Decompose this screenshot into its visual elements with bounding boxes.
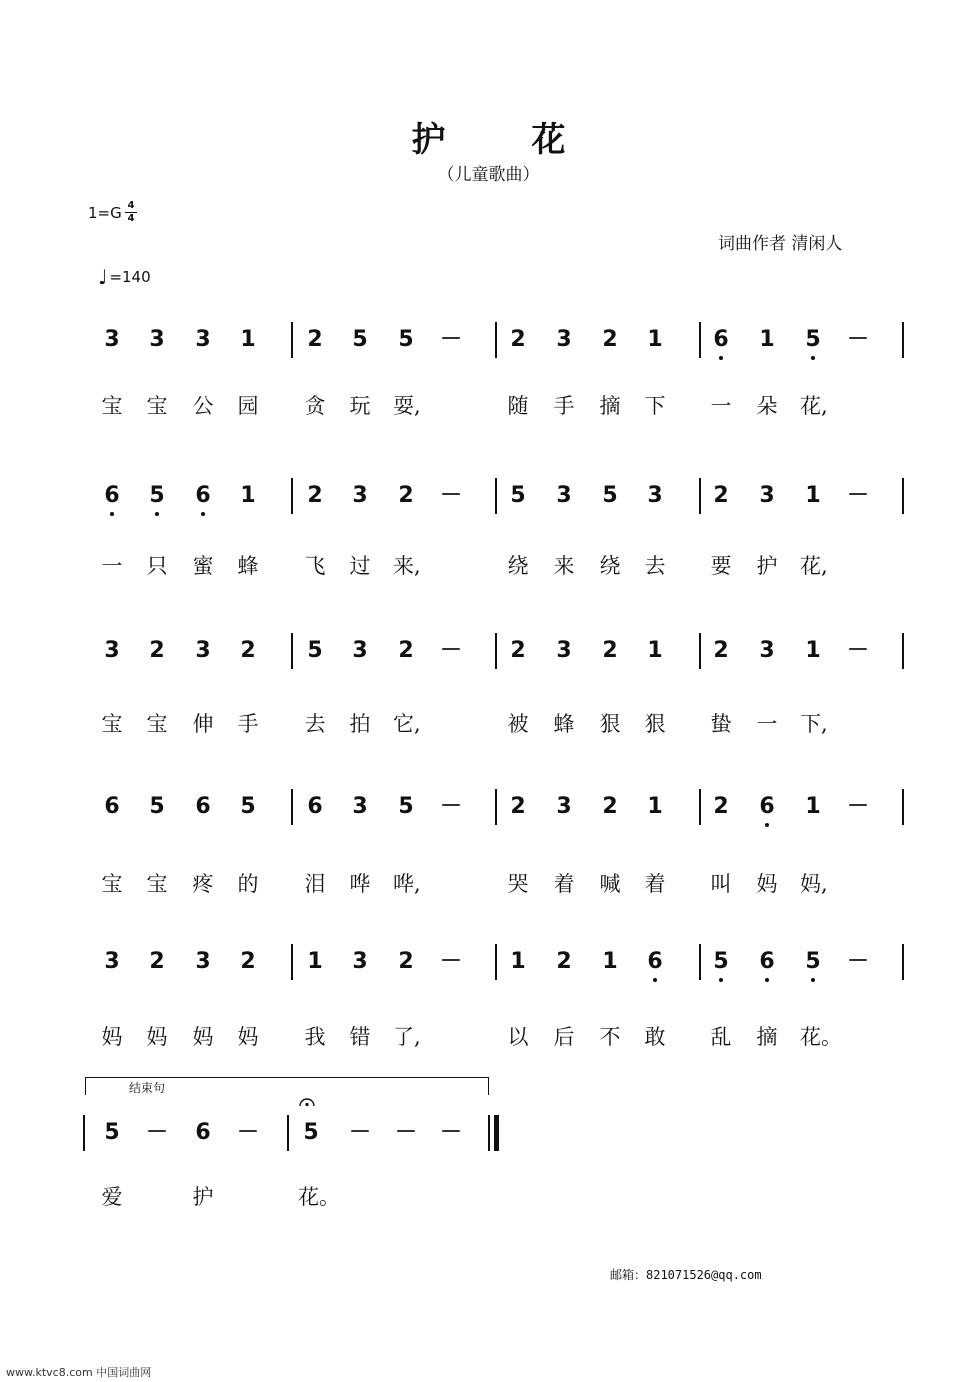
note: 5 (602, 483, 618, 508)
hold-dash: － (394, 1120, 417, 1145)
lyric-char: 摘 (756, 1025, 778, 1049)
note: 3 (195, 327, 211, 352)
lyric-char: 拍 (349, 712, 371, 736)
note: 6 (195, 794, 211, 819)
barline (291, 944, 293, 980)
hold-dash: － (439, 794, 462, 819)
lyric-char: 疼 (192, 872, 214, 896)
note: 1 (307, 949, 323, 974)
note: 1 (602, 949, 618, 974)
note: 3 (104, 638, 120, 663)
note: 2 (713, 794, 729, 819)
note: 5 (303, 1120, 319, 1145)
note: 2 (510, 638, 526, 663)
lyric-char: 飞 (304, 554, 326, 578)
note: 6 (307, 794, 323, 819)
hold-dash: － (846, 638, 869, 663)
note: 2 (398, 483, 414, 508)
fermata-icon (299, 1097, 315, 1107)
lyric-char: 被 (507, 712, 529, 736)
lyric-char: 了, (393, 1025, 421, 1049)
note: 2 (398, 638, 414, 663)
lyric-char: 的 (237, 872, 259, 896)
lyric-char: 蜜 (192, 554, 214, 578)
barline (495, 633, 497, 669)
note: 2 (602, 327, 618, 352)
barline (495, 322, 497, 358)
lyric-char: 蜂 (237, 554, 259, 578)
lyric-char: 绕 (599, 554, 621, 578)
note: 2 (713, 638, 729, 663)
barline (83, 1115, 85, 1151)
tempo-marking (98, 263, 151, 287)
lyric-char: 宝 (146, 872, 168, 896)
note: 3 (556, 638, 572, 663)
lyric-char: 耍, (393, 394, 421, 418)
lyric-char: 狠 (599, 712, 621, 736)
time-signature (125, 201, 137, 224)
note: 5 (352, 327, 368, 352)
note: 6 (709, 328, 733, 352)
lyric-char: 护 (192, 1185, 214, 1209)
note: 3 (556, 794, 572, 819)
note: 2 (240, 638, 256, 663)
lyric-char: 一 (101, 554, 123, 578)
note: 3 (352, 949, 368, 974)
note: 2 (602, 794, 618, 819)
lyric-char: 妈 (101, 1025, 123, 1049)
barline (902, 478, 904, 514)
lyric-char: 一 (710, 394, 732, 418)
barline (699, 789, 701, 825)
note: 3 (195, 638, 211, 663)
lyric-char: 宝 (146, 394, 168, 418)
hold-dash: － (846, 483, 869, 508)
barline (699, 944, 701, 980)
barline (699, 322, 701, 358)
song-title: 护 花 (411, 120, 592, 160)
lyric-char: 手 (553, 394, 575, 418)
lyric-char: 花, (800, 394, 828, 418)
lyric-char: 伸 (192, 712, 214, 736)
lyric-char: 敢 (644, 1025, 666, 1049)
lyric-char: 公 (192, 394, 214, 418)
barline (699, 478, 701, 514)
hold-dash: － (846, 327, 869, 352)
lyric-char: 它, (393, 712, 421, 736)
barline (902, 944, 904, 980)
note: 5 (801, 328, 825, 352)
note: 3 (352, 794, 368, 819)
note: 1 (240, 327, 256, 352)
note: 6 (755, 795, 779, 819)
lyric-char: 以 (507, 1025, 529, 1049)
lyric-char: 下, (800, 712, 828, 736)
note: 3 (149, 327, 165, 352)
barline (291, 322, 293, 358)
lyric-char: 来, (393, 554, 421, 578)
note: 1 (240, 483, 256, 508)
lyric-char: 去 (304, 712, 326, 736)
site-watermark: www.ktvc8.com 中国词曲网 (6, 1366, 152, 1379)
quarter-note-icon: ♩ (98, 265, 108, 289)
hold-dash: － (439, 638, 462, 663)
barline (287, 1115, 289, 1151)
note: 2 (510, 794, 526, 819)
note: 5 (398, 794, 414, 819)
barline (902, 633, 904, 669)
lyric-char: 叫 (710, 872, 732, 896)
lyric-char: 玩 (349, 394, 371, 418)
note: 3 (104, 949, 120, 974)
note: 5 (510, 483, 526, 508)
barline (699, 633, 701, 669)
hold-dash: － (145, 1120, 168, 1145)
time-signature-bottom: 4 (127, 213, 135, 224)
hold-dash: － (439, 1120, 462, 1145)
note: 1 (805, 794, 821, 819)
note: 2 (713, 483, 729, 508)
note: 3 (104, 327, 120, 352)
note: 2 (398, 949, 414, 974)
lyric-char: 着 (553, 872, 575, 896)
barline (291, 633, 293, 669)
lyric-char: 喊 (599, 872, 621, 896)
lyric-char: 花。 (298, 1185, 340, 1209)
lyric-char: 贪 (304, 394, 326, 418)
lyric-char: 下 (644, 394, 666, 418)
note: 2 (149, 638, 165, 663)
hold-dash: － (439, 483, 462, 508)
lyric-char: 花, (800, 554, 828, 578)
note: 5 (398, 327, 414, 352)
hold-dash: － (439, 949, 462, 974)
lyric-char: 不 (599, 1025, 621, 1049)
song-subtitle: （儿童歌曲） (437, 165, 540, 185)
lyric-char: 妈 (237, 1025, 259, 1049)
note: 2 (240, 949, 256, 974)
lyric-char: 狠 (644, 712, 666, 736)
note: 1 (759, 327, 775, 352)
note: 1 (510, 949, 526, 974)
note: 3 (195, 949, 211, 974)
lyric-char: 要 (710, 554, 732, 578)
lyric-char: 我 (304, 1025, 326, 1049)
lyric-char: 后 (553, 1025, 575, 1049)
note: 5 (709, 950, 733, 974)
note: 5 (240, 794, 256, 819)
tempo-value: =140 (109, 268, 151, 286)
lyric-char: 只 (146, 554, 168, 578)
hold-dash: － (348, 1120, 371, 1145)
barline (902, 322, 904, 358)
note: 1 (647, 638, 663, 663)
lyric-char: 花。 (800, 1025, 842, 1049)
note: 6 (191, 484, 215, 508)
hold-dash: － (439, 327, 462, 352)
note: 3 (556, 327, 572, 352)
lyric-char: 泪 (304, 872, 326, 896)
lyric-char: 来 (553, 554, 575, 578)
note: 3 (647, 483, 663, 508)
lyric-char: 哗 (349, 872, 371, 896)
lyric-char: 妈 (192, 1025, 214, 1049)
note: 1 (805, 638, 821, 663)
note: 2 (307, 483, 323, 508)
note: 5 (801, 950, 825, 974)
final-barline-thick (494, 1115, 499, 1151)
lyric-char: 一 (756, 712, 778, 736)
lyric-char: 错 (349, 1025, 371, 1049)
lyric-char: 朵 (756, 394, 778, 418)
hold-dash: － (846, 949, 869, 974)
lyric-char: 摘 (599, 394, 621, 418)
lyric-char: 绕 (507, 554, 529, 578)
lyric-char: 护 (756, 554, 778, 578)
note: 1 (647, 794, 663, 819)
lyric-char: 乱 (710, 1025, 732, 1049)
lyric-char: 着 (644, 872, 666, 896)
note: 1 (647, 327, 663, 352)
lyric-char: 宝 (146, 712, 168, 736)
note: 6 (755, 950, 779, 974)
lyric-char: 宝 (101, 712, 123, 736)
note: 3 (352, 638, 368, 663)
barline (291, 478, 293, 514)
note: 6 (100, 484, 124, 508)
note: 1 (805, 483, 821, 508)
note: 2 (602, 638, 618, 663)
note: 3 (759, 483, 775, 508)
hold-dash: － (236, 1120, 259, 1145)
note: 2 (510, 327, 526, 352)
note: 3 (759, 638, 775, 663)
note: 2 (149, 949, 165, 974)
lyric-char: 随 (507, 394, 529, 418)
note: 5 (149, 794, 165, 819)
lyric-char: 蜂 (553, 712, 575, 736)
final-barline-thin (488, 1115, 490, 1151)
lyric-char: 哗, (393, 872, 421, 896)
lyric-char: 过 (349, 554, 371, 578)
note: 2 (556, 949, 572, 974)
composer-credit: 词曲作者 清闲人 (718, 234, 843, 254)
note: 5 (104, 1120, 120, 1145)
hold-dash: － (846, 794, 869, 819)
time-signature-top: 4 (127, 200, 135, 211)
contact-email: 邮箱：821071526@qq.com (610, 1268, 762, 1282)
lyric-char: 妈 (146, 1025, 168, 1049)
lyric-char: 爱 (101, 1185, 123, 1209)
note: 2 (307, 327, 323, 352)
barline (495, 944, 497, 980)
barline (902, 789, 904, 825)
lyric-char: 蛰 (710, 712, 732, 736)
lyric-char: 宝 (101, 872, 123, 896)
lyric-char: 妈 (756, 872, 778, 896)
barline (291, 789, 293, 825)
barline (495, 478, 497, 514)
note: 6 (195, 1120, 211, 1145)
lyric-char: 园 (237, 394, 259, 418)
lyric-char: 妈, (800, 872, 828, 896)
note: 5 (307, 638, 323, 663)
lyric-char: 宝 (101, 394, 123, 418)
lyric-char: 手 (237, 712, 259, 736)
note: 6 (104, 794, 120, 819)
note: 3 (352, 483, 368, 508)
lyric-char: 去 (644, 554, 666, 578)
note: 5 (145, 484, 169, 508)
note: 3 (556, 483, 572, 508)
lyric-char: 哭 (507, 872, 529, 896)
barline (495, 789, 497, 825)
ending-bracket-label: 结束句 (129, 1081, 166, 1095)
note: 6 (643, 950, 667, 974)
key-signature: 1=G (88, 204, 122, 222)
